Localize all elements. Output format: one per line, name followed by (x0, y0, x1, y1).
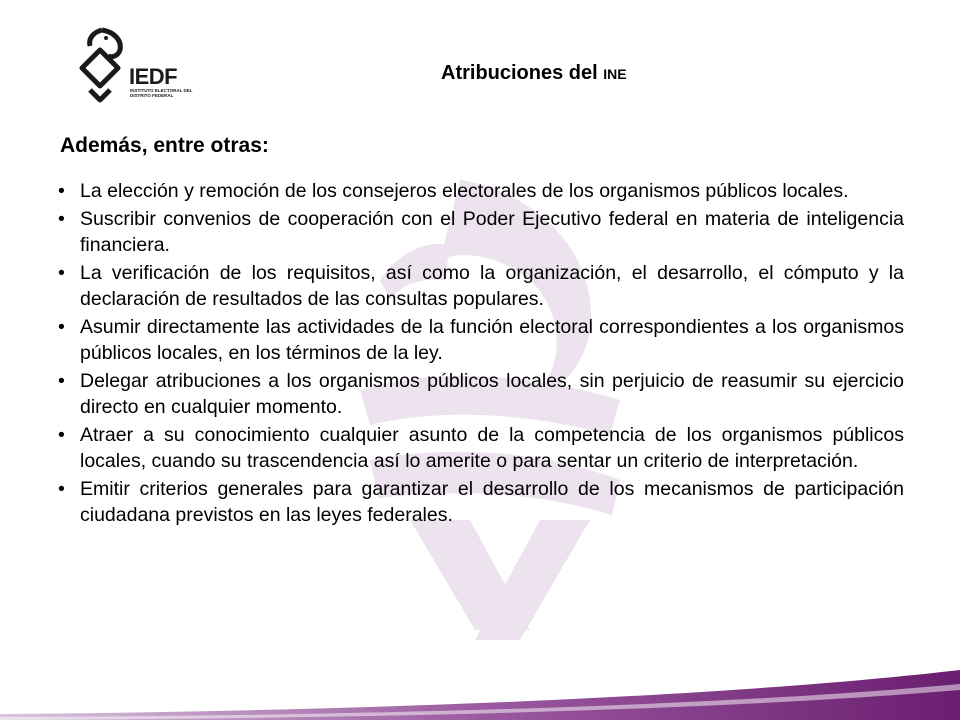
list-item (58, 368, 904, 420)
bullet-icon: • (58, 478, 65, 500)
bullet-icon: • (58, 262, 65, 284)
list-item-text: Delegar atribuciones a los organismos públicos locales, sin perjuicio de reasumir su ejercicio directo en cualquier momento. (80, 370, 904, 418)
list-item-text: Asumir directamente las actividades de la función electoral correspondientes a los organismos públicos locales, en los términos de la ley. (80, 316, 904, 364)
attributions-list (58, 178, 904, 530)
logo-subtitle: INSTITUTO ELECTORAL DEL DISTRITO FEDERAL (130, 88, 193, 98)
logo-name: IEDF (129, 64, 178, 89)
iedf-logo (72, 24, 207, 106)
list-item (58, 206, 904, 258)
list-item-text: La elección y remoción de los consejeros electorales de los organismos públicos locales. (80, 180, 849, 202)
list-item (58, 260, 904, 312)
iedf-emblem-icon (72, 24, 132, 106)
intro-heading: Además, entre otras: (60, 134, 269, 157)
list-item-text: Suscribir convenios de cooperación con el Poder Ejecutivo federal en materia de inteligencia financiera. (80, 208, 904, 256)
list-item (58, 314, 904, 366)
list-item (58, 178, 904, 204)
title-suffix: INE (603, 66, 627, 82)
list-item-text: La verificación de los requisitos, así como la organización, el desarrollo, el cómputo y la declaración de resultados de las consultas populares. (80, 262, 904, 310)
bottom-swoosh-decoration (0, 660, 960, 720)
bullet-icon: • (58, 316, 65, 338)
list-item (58, 476, 904, 528)
bullet-icon: • (58, 424, 65, 446)
list-item-text: Atraer a su conocimiento cualquier asunto de la competencia de los organismos públicos locales, cuando su trascendencia así lo amerite o para sentar un criterio de interpretación. (80, 424, 904, 472)
list-item-text: Emitir criterios generales para garantizar el desarrollo de los mecanismos de participación ciudadana previstos en las leyes federales. (80, 478, 904, 526)
title-main: Atribuciones del (441, 62, 604, 84)
page-title (441, 62, 627, 85)
bullet-icon: • (58, 180, 65, 202)
bullet-icon: • (58, 208, 65, 230)
bullet-icon: • (58, 370, 65, 392)
list-item (58, 422, 904, 474)
